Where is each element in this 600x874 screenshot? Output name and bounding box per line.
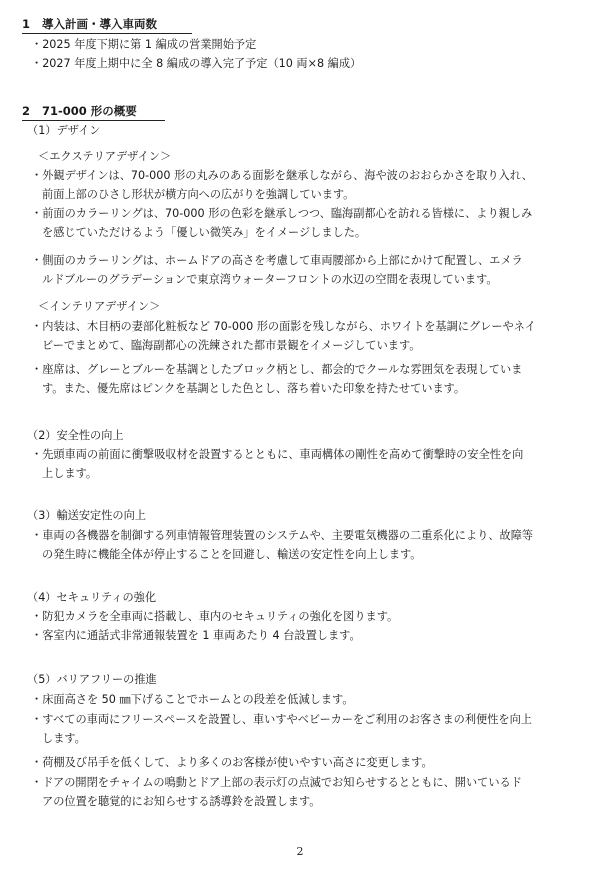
- safety-heading: （2）安全性の向上: [27, 429, 124, 442]
- section-2-title: 71-000 形の概要: [42, 104, 137, 118]
- stability-heading: （3）輸送安定性の向上: [27, 509, 146, 522]
- exterior-design-line: 前面上部のひさし形状が横方向への広がりを強調しています。: [42, 188, 355, 201]
- interior-design-heading: ＜インテリアデザイン＞: [38, 300, 161, 313]
- design-heading: （1）デザイン: [27, 124, 101, 137]
- interior-design-line: ビーでまとめて、臨海副都心の洗練された都市景観をイメージしています。: [42, 339, 421, 352]
- safety-line: 上します。: [42, 467, 98, 480]
- section-1-item: ・2027 年度上期中に全 8 編成の導入完了予定（10 両×8 編成）: [31, 57, 362, 70]
- barrier-free-line: ・すべての車両にフリースペースを設置し、車いすやベビーカーをご利用のお客さまの利便性を向上: [31, 713, 532, 726]
- exterior-design-heading: ＜エクステリアデザイン＞: [38, 150, 172, 163]
- barrier-free-line: ・床面高さを 50 ㎜下げることでホームとの段差を低減します。: [31, 693, 354, 706]
- exterior-design-line: ルドブルーのグラデーションで東京湾ウォーターフロントの水辺の空間を表現しています。: [42, 273, 498, 286]
- barrier-free-line: します。: [42, 732, 86, 745]
- security-line: ・客室内に通話式非常通報装置を 1 車両あたり 4 台設置します。: [31, 629, 361, 642]
- exterior-design-line: ・前面のカラーリングは、70-000 形の色彩を継承しつつ、臨海副都心を訪れる皆様に、より親しみ: [31, 207, 533, 220]
- exterior-design-line: ・側面のカラーリングは、ホームドアの高さを考慮して車両腰部から上部にかけて配置し、エメラ: [31, 254, 523, 267]
- section-1-item: ・2025 年度下期に第 1 編成の営業開始予定: [31, 38, 257, 51]
- stability-line: の発生時に機能全体が停止することを回避し、輸送の安定性を向上します。: [42, 548, 422, 561]
- security-line: ・防犯カメラを全車両に搭載し、車内のセキュリティの強化を図ります。: [31, 610, 399, 623]
- interior-design-line: す。また、優先席はピンクを基調とした色とし、落ち着いた印象を持たせています。: [42, 382, 466, 395]
- barrier-free-line: アの位置を聴覚的にお知らせする誘導鈴を設置します。: [42, 795, 321, 808]
- section-1-heading: [22, 16, 192, 34]
- interior-design-line: ・内装は、木目柄の妻部化粧板など 70-000 形の面影を残しながら、ホワイトを基調にグレーやネイ: [31, 320, 536, 333]
- exterior-design-line: を感じていただけるよう「優しい微笑み」をイメージしました。: [42, 226, 367, 239]
- section-2-number: 2: [22, 104, 31, 118]
- section-2-heading: [22, 103, 165, 121]
- barrier-free-line: ・荷棚及び吊手を低くして、より多くのお客様が使いやすい高さに変更します。: [31, 756, 433, 769]
- barrier-free-heading: （5）バリアフリーの推進: [27, 673, 157, 686]
- page-number: 2: [296, 845, 304, 858]
- exterior-design-line: ・外観デザインは、70-000 形の丸みのある面影を継承しながら、海や波のおおらかさを取り入れ、: [31, 169, 533, 182]
- section-1-number: 1: [22, 17, 31, 31]
- security-heading: （4）セキュリティの強化: [27, 591, 157, 604]
- stability-line: ・車両の各機器を制御する列車情報管理装置のシステムや、主要電気機器の二重系化により、故障等: [31, 529, 534, 542]
- safety-line: ・先頭車両の前面に衝撃吸収材を設置するとともに、車両構体の剛性を高めて衝撃時の安全性を向: [31, 448, 524, 461]
- interior-design-line: ・座席は、グレーとブルーを基調としたブロック柄とし、都会的でクールな雰囲気を表現していま: [31, 363, 523, 376]
- section-1-title: 導入計画・導入車両数: [42, 17, 157, 31]
- barrier-free-line: ・ドアの開閉をチャイムの鳴動とドア上部の表示灯の点滅でお知らせするとともに、開いているド: [31, 776, 522, 789]
